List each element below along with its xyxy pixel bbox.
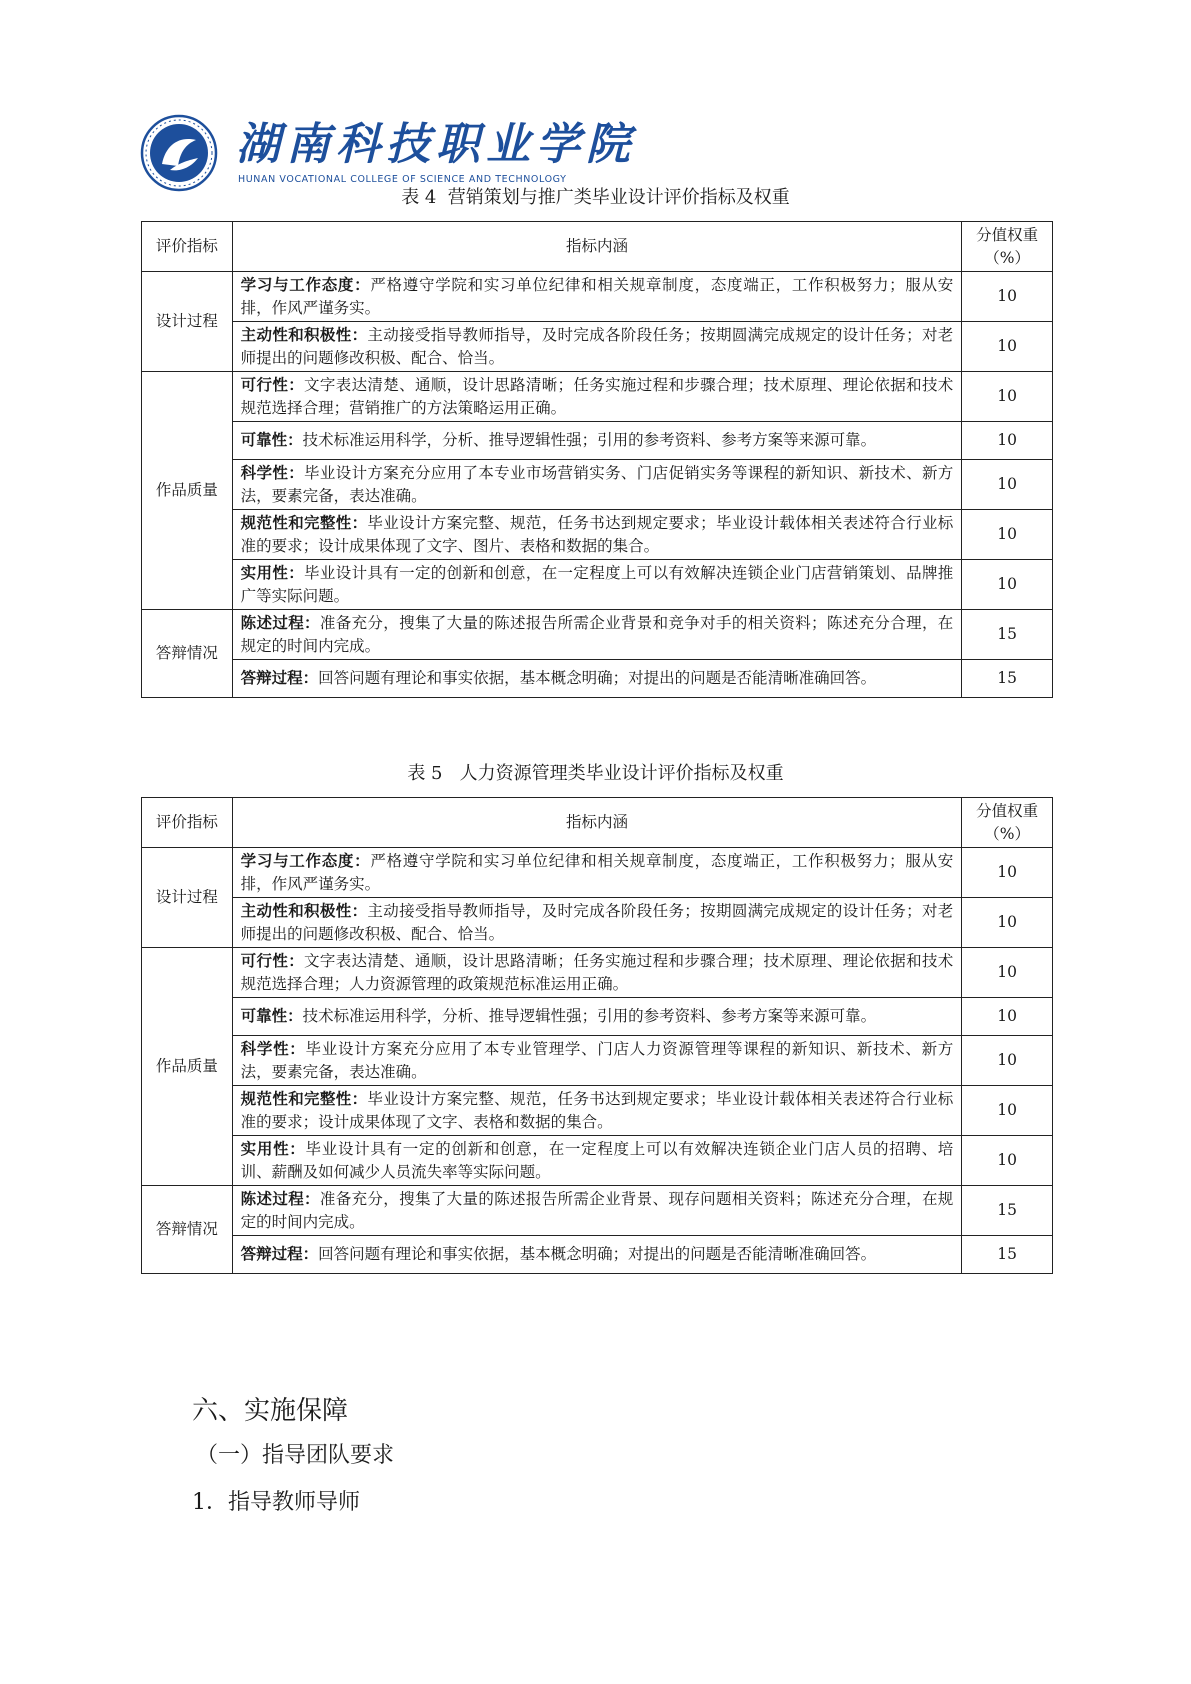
- term-label: 陈述过程：: [240, 1189, 320, 1208]
- term-text: 技术标准运用科学，分析、推导逻辑性强；引用的参考资料、参考方案等来源可靠。: [302, 431, 877, 449]
- term-label: 答辩过程：: [240, 669, 319, 687]
- content-cell: [232, 372, 962, 422]
- content-cell: [232, 1136, 962, 1186]
- header-content: 指标内涵: [232, 798, 962, 848]
- table-row: [142, 998, 1053, 1036]
- weight-cell: 15: [962, 1186, 1053, 1236]
- header-content: 指标内涵: [232, 222, 962, 272]
- term-text: 毕业设计方案充分应用了本专业市场营销实务、门店促销实务等课程的新知识、新技术、新方法，要素完备，表达准确。: [240, 463, 954, 505]
- content-cell: [232, 1186, 962, 1236]
- term-label: 规范性和完整性：: [240, 1089, 368, 1108]
- term-text: 文字表达清楚、通顺，设计思路清晰；任务实施过程和步骤合理；技术原理、理论依据和技术规范选择合理；人力资源管理的政策规范标准运用正确。: [240, 951, 954, 993]
- category-cell: 作品质量: [142, 948, 233, 1186]
- table-header-row: [142, 222, 1053, 272]
- term-text: 准备充分，搜集了大量的陈述报告所需企业背景、现存问题相关资料；陈述充分合理，在规定的时间内完成。: [240, 1189, 954, 1231]
- category-cell: 作品质量: [142, 372, 233, 610]
- term-text: 文字表达清楚、通顺，设计思路清晰；任务实施过程和步骤合理；技术原理、理论依据和技术规范选择合理；营销推广的方法策略运用正确。: [240, 375, 954, 417]
- school-logo: [140, 112, 636, 194]
- content-cell: [232, 948, 962, 998]
- term-label: 可靠性：: [240, 431, 303, 449]
- term-text: 毕业设计具有一定的创新和创意，在一定程度上可以有效解决连锁企业门店营销策划、品牌推广等实际问题。: [240, 563, 954, 605]
- term-text: 准备充分，搜集了大量的陈述报告所需企业背景和竞争对手的相关资料；陈述充分合理，在规定的时间内完成。: [240, 613, 954, 655]
- table5-caption: 表 5 人力资源管理类毕业设计评价指标及权重: [407, 763, 784, 784]
- weight-cell: 10: [962, 460, 1053, 510]
- term-text: 回答问题有理论和事实依据，基本概念明确；对提出的问题是否能清晰准确回答。: [318, 1245, 877, 1263]
- term-label: 主动性和积极性：: [240, 901, 368, 920]
- header-indicator: 评价指标: [142, 798, 233, 848]
- term-text: 毕业设计具有一定的创新和创意，在一定程度上可以有效解决连锁企业门店人员的招聘、培训、薪酬及如何减少人员流失率等实际问题。: [240, 1139, 954, 1181]
- weight-cell: 10: [962, 510, 1053, 560]
- weight-cell: 10: [962, 560, 1053, 610]
- table-row: [142, 460, 1053, 510]
- table-row: [142, 422, 1053, 460]
- weight-cell: 10: [962, 848, 1053, 898]
- term-text: 严格遵守学院和实习单位纪律和相关规章制度，态度端正，工作积极努力；服从安排，作风严谨务实。: [240, 275, 954, 317]
- school-name-cn: 湖南科技职业学院: [236, 119, 636, 170]
- term-text: 毕业设计方案完整、规范，任务书达到规定要求；毕业设计载体相关表述符合行业标准的要求；设计成果体现了文字、图片、表格和数据的集合。: [240, 513, 954, 555]
- subsection-heading: （一）指导团队要求: [196, 1443, 395, 1468]
- content-cell: [232, 322, 962, 372]
- term-label: 学习与工作态度：: [240, 275, 371, 294]
- header-indicator: 评价指标: [142, 222, 233, 272]
- table-row: [142, 660, 1053, 698]
- table-row: [142, 1086, 1053, 1136]
- term-text: 毕业设计方案完整、规范，任务书达到规定要求；毕业设计载体相关表述符合行业标准的要求；设计成果体现了文字、表格和数据的集合。: [240, 1089, 954, 1131]
- table4-caption: 表 4 营销策划与推广类毕业设计评价指标及权重: [401, 187, 790, 208]
- term-label: 实用性：: [240, 563, 305, 582]
- weight-cell: 10: [962, 948, 1053, 998]
- term-text: 严格遵守学院和实习单位纪律和相关规章制度，态度端正，工作积极努力；服从安排，作风严谨务实。: [240, 851, 954, 893]
- table-row: [142, 848, 1053, 898]
- table-header-row: [142, 798, 1053, 848]
- content-cell: [232, 898, 962, 948]
- term-text: 技术标准运用科学，分析、推导逻辑性强；引用的参考资料、参考方案等来源可靠。: [302, 1007, 877, 1025]
- term-label: 学习与工作态度：: [240, 851, 371, 870]
- table-row: [142, 1036, 1053, 1086]
- weight-cell: 10: [962, 422, 1053, 460]
- term-label: 科学性：: [240, 463, 305, 482]
- content-cell: [232, 998, 962, 1036]
- content-cell: [232, 1036, 962, 1086]
- weight-cell: 10: [962, 1036, 1053, 1086]
- item-heading: 1．指导教师导师: [192, 1490, 360, 1515]
- weight-cell: 15: [962, 660, 1053, 698]
- section-heading: 六、实施保障: [192, 1396, 349, 1426]
- weight-cell: 15: [962, 1236, 1053, 1274]
- header-weight: 分值权重（%）: [962, 798, 1053, 848]
- weight-cell: 10: [962, 322, 1053, 372]
- term-label: 科学性：: [240, 1039, 306, 1058]
- term-text: 主动接受指导教师指导，及时完成各阶段任务；按期圆满完成规定的设计任务；对老师提出的问题修改积极、配合、恰当。: [240, 325, 954, 367]
- term-label: 可靠性：: [240, 1007, 303, 1025]
- weight-cell: 15: [962, 610, 1053, 660]
- table-row: [142, 560, 1053, 610]
- term-label: 可行性：: [240, 951, 305, 970]
- category-cell: 答辩情况: [142, 610, 233, 698]
- table-row: [142, 610, 1053, 660]
- table-row: [142, 372, 1053, 422]
- term-label: 实用性：: [240, 1139, 306, 1158]
- table-row: [142, 1236, 1053, 1274]
- weight-cell: 10: [962, 898, 1053, 948]
- content-cell: [232, 422, 962, 460]
- table5: [141, 797, 1053, 1274]
- term-label: 可行性：: [240, 375, 305, 394]
- content-cell: [232, 848, 962, 898]
- term-label: 陈述过程：: [240, 613, 320, 632]
- content-cell: [232, 660, 962, 698]
- content-cell: [232, 1086, 962, 1136]
- weight-cell: 10: [962, 1136, 1053, 1186]
- content-cell: [232, 610, 962, 660]
- term-text: 回答问题有理论和事实依据，基本概念明确；对提出的问题是否能清晰准确回答。: [318, 669, 877, 687]
- table-row: [142, 1136, 1053, 1186]
- school-emblem-icon: [140, 114, 218, 192]
- content-cell: [232, 272, 962, 322]
- weight-cell: 10: [962, 1086, 1053, 1136]
- school-name-en: HUNAN VOCATIONAL COLLEGE OF SCIENCE AND TECHNOLOGY: [238, 174, 567, 185]
- table4: [141, 221, 1053, 698]
- content-cell: [232, 510, 962, 560]
- term-text: 主动接受指导教师指导，及时完成各阶段任务；按期圆满完成规定的设计任务；对老师提出的问题修改积极、配合、恰当。: [240, 901, 954, 943]
- category-cell: 答辩情况: [142, 1186, 233, 1274]
- term-label: 答辩过程：: [240, 1245, 319, 1263]
- content-cell: [232, 560, 962, 610]
- weight-cell: 10: [962, 998, 1053, 1036]
- table-row: [142, 272, 1053, 322]
- term-label: 规范性和完整性：: [240, 513, 368, 532]
- table-row: [142, 1186, 1053, 1236]
- weight-cell: 10: [962, 372, 1053, 422]
- weight-cell: 10: [962, 272, 1053, 322]
- term-label: 主动性和积极性：: [240, 325, 368, 344]
- category-cell: 设计过程: [142, 272, 233, 372]
- header-weight: 分值权重（%）: [962, 222, 1053, 272]
- content-cell: [232, 1236, 962, 1274]
- table-row: [142, 322, 1053, 372]
- category-cell: 设计过程: [142, 848, 233, 948]
- term-text: 毕业设计方案充分应用了本专业管理学、门店人力资源管理等课程的新知识、新技术、新方法，要素完备，表达准确。: [240, 1039, 954, 1081]
- content-cell: [232, 460, 962, 510]
- table-row: [142, 898, 1053, 948]
- table-row: [142, 510, 1053, 560]
- table-row: [142, 948, 1053, 998]
